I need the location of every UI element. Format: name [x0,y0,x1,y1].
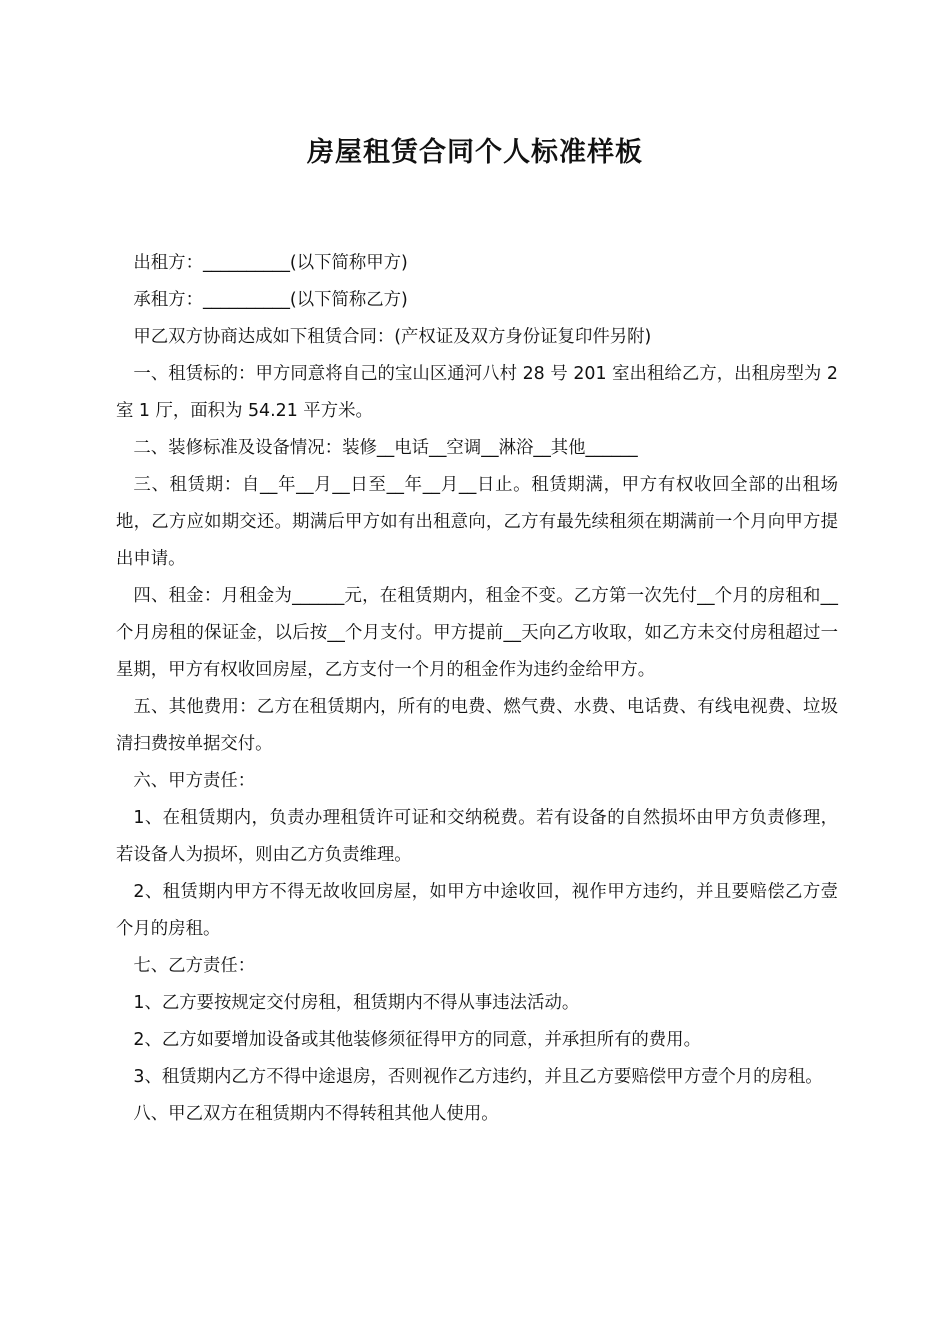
paragraph-lessee: 承租方：__________(以下简称乙方) [133,290,408,310]
paragraph-clause-6-heading: 六、甲方责任： [133,771,256,791]
document-title: 房屋租赁合同个人标准样板 [307,137,643,168]
paragraph-clause-7-item-1: 1、乙方要按规定交付房租，租赁期内不得从事违法活动。 [133,993,580,1013]
paragraph-clause-7-item-2: 2、乙方如要增加设备或其他装修须征得甲方的同意，并承担所有的费用。 [133,1030,701,1050]
paragraph-clause-8: 八、甲乙双方在租赁期内不得转租其他人使用。 [133,1104,499,1124]
paragraph-clause-6-item-1: 1、在租赁期内，负责办理租赁许可证和交纳税费。若有设备的自然损坏由甲方负责修理，若设备人为损坏，则由乙方负责维理。 [116,808,838,865]
paragraph-lessor: 出租方：__________(以下简称甲方) [133,253,408,273]
paragraph-clause-4: 四、租金：月租金为______元，在租赁期内，租金不变。乙方第一次先付__个月的房租和__个月房租的保证金，以后按__个月支付。甲方提前__天向乙方收取，如乙方未交付房租超过一星期，甲方有权收回房屋，乙方支付一个月的租金作为违约金给甲方。 [116,586,838,680]
paragraph-clause-6-item-2: 2、租赁期内甲方不得无故收回房屋，如甲方中途收回，视作甲方违约，并且要赔偿乙方壹个月的房租。 [116,882,838,939]
paragraph-clause-2: 二、装修标准及设备情况：装修__电话__空调__淋浴__其他______ [133,438,638,458]
paragraph-clause-5: 五、其他费用：乙方在租赁期内，所有的电费、燃气费、水费、电话费、有线电视费、垃圾清扫费按单据交付。 [116,697,838,754]
paragraph-clause-7-heading: 七、乙方责任： [133,956,256,976]
paragraph-clause-7-item-3: 3、租赁期内乙方不得中途退房，否则视作乙方违约，并且乙方要赔偿甲方壹个月的房租。 [133,1067,823,1087]
paragraph-clause-1: 一、租赁标的：甲方同意将自己的宝山区通河八村 28 号 201 室出租给乙方，出租房型为 2 室 1 厅，面积为 54.21 平方米。 [116,364,844,421]
paragraph-clause-3: 三、租赁期：自__年__月__日至__年__月__日止。租赁期满，甲方有权收回全部的出租场地，乙方应如期交还。期满后甲方如有出租意向，乙方有最先续租须在期满前一个月向甲方提出申请。 [116,475,838,569]
document-body [116,245,844,1133]
paragraph-agreement-intro: 甲乙双方协商达成如下租赁合同：(产权证及双方身份证复印件另附) [133,327,652,347]
